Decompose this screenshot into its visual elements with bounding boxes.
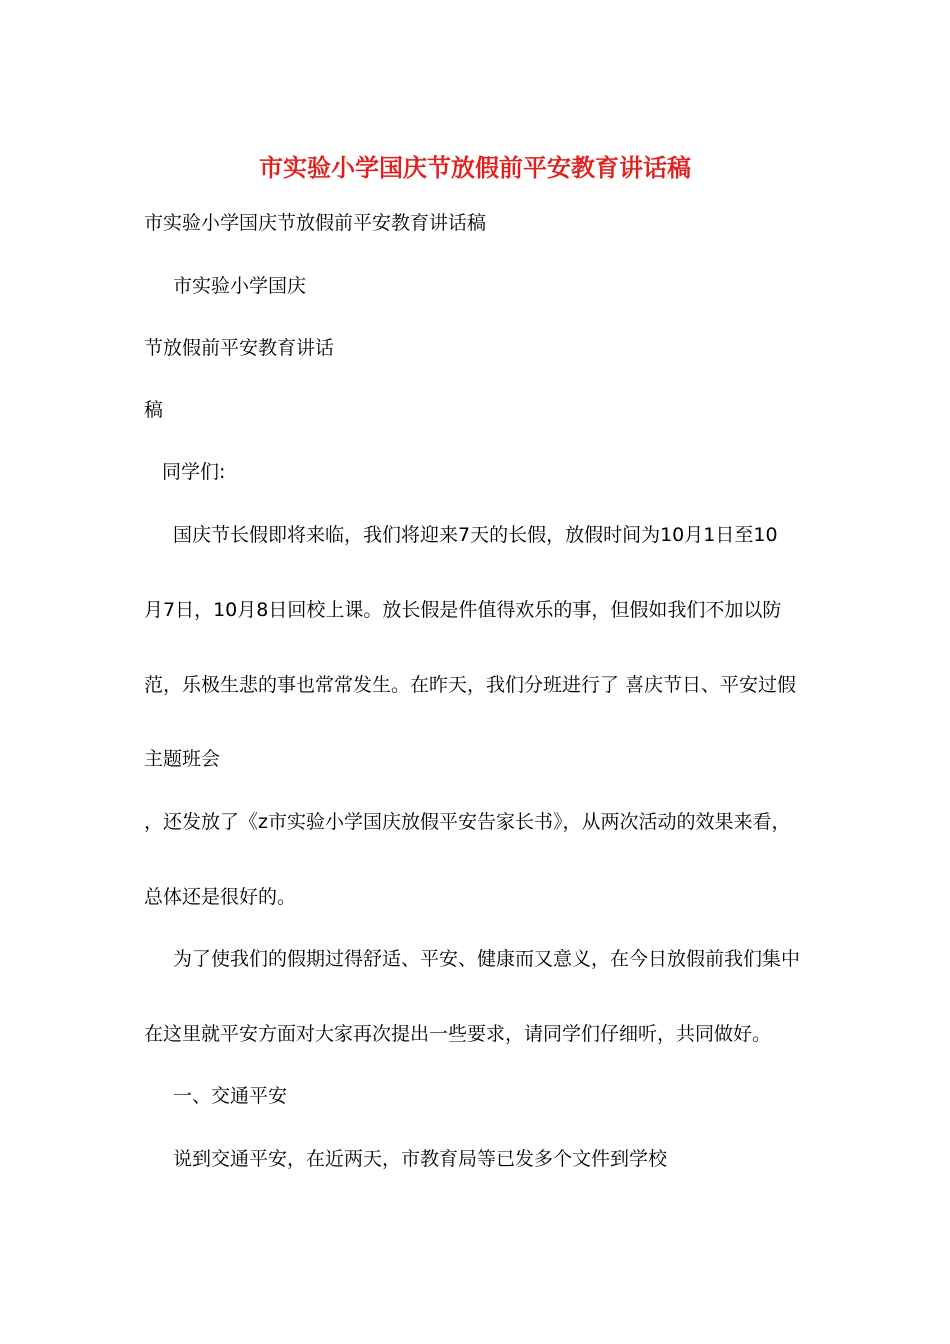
paragraph-line: 主题班会	[144, 748, 221, 770]
greeting-line: 同学们:	[162, 461, 226, 483]
paragraph-line: 说到交通平安，在近两天，市教育局等已发多个文件到学校	[173, 1148, 668, 1170]
paragraph-line: ，还发放了《z市实验小学国庆放假平安告家长书》，从两次活动的效果来看，	[144, 811, 791, 833]
section-heading: 一、交通平安	[173, 1085, 288, 1107]
paragraph-line: 为了使我们的假期过得舒适、平安、健康而又意义，在今日放假前我们集中	[173, 948, 801, 970]
subtitle-line: 市实验小学国庆节放假前平安教育讲话稿	[144, 212, 487, 234]
document-title: 市实验小学国庆节放假前平安教育讲话稿	[259, 153, 691, 182]
paragraph-line: 月7日，10月8日回校上课。放长假是件值得欢乐的事，但假如我们不加以防	[144, 599, 782, 621]
paragraph-line: 国庆节长假即将来临，我们将迎来7天的长假，放假时间为10月1日至10	[173, 524, 778, 546]
paragraph-line: 在这里就平安方面对大家再次提出一些要求，请同学们仔细听，共同做好。	[144, 1023, 772, 1045]
paragraph-line: 范，乐极生悲的事也常常发生。在昨天，我们分班进行了 喜庆节日、平安过假	[144, 674, 797, 696]
heading-line-2: 节放假前平安教育讲话	[144, 337, 335, 359]
heading-line-1: 市实验小学国庆	[173, 275, 307, 297]
heading-line-3: 稿	[144, 399, 164, 421]
paragraph-line: 总体还是很好的。	[144, 886, 297, 908]
